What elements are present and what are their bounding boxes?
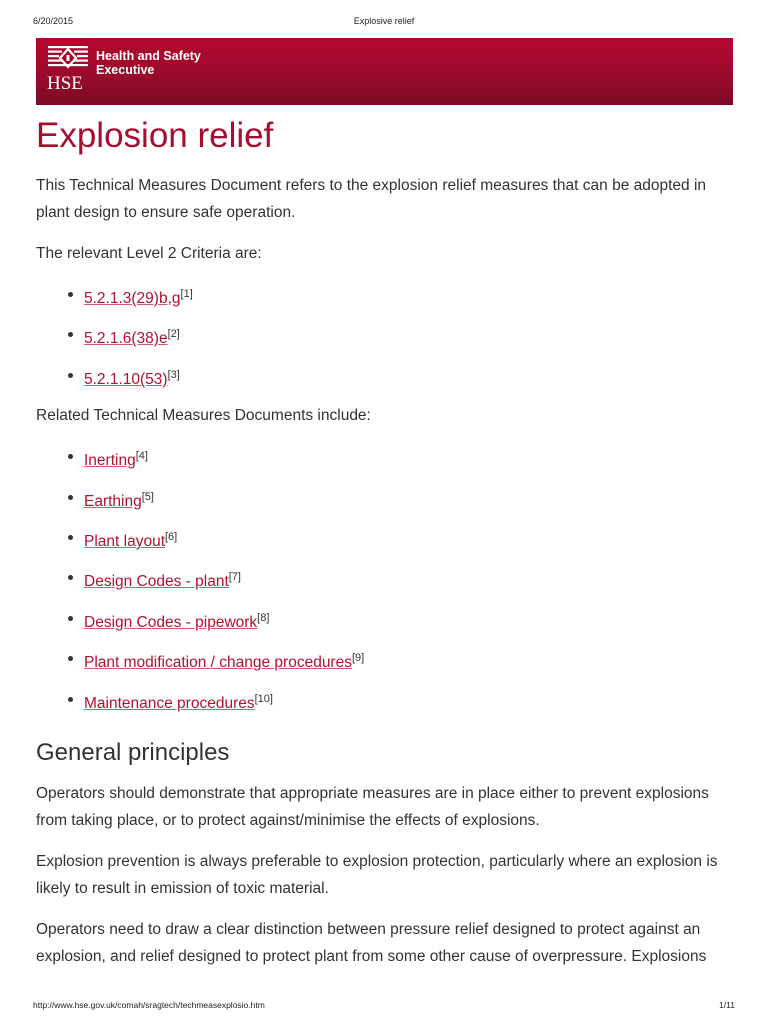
related-doc-link-plant-layout[interactable]: Plant layout — [84, 532, 165, 550]
related-doc-link-earthing[interactable]: Earthing — [84, 492, 142, 510]
footnote-ref: [8] — [257, 611, 270, 624]
bullet-icon — [68, 575, 73, 580]
bullet-icon — [68, 332, 73, 337]
list-item — [36, 524, 736, 564]
print-page-title: Explosive relief — [353, 16, 415, 26]
print-date: 6/20/2015 — [33, 16, 74, 26]
main-content — [36, 110, 736, 970]
bullet-icon — [68, 495, 73, 500]
list-item — [36, 645, 736, 685]
criteria-link[interactable]: 5.2.1.3(29)b,g — [84, 290, 181, 307]
bullet-icon — [68, 616, 73, 621]
body-paragraph: Operators should demonstrate that appropriate measures are in place either to prevent explosions from taking place, or to protect against/minimise the effects of explosions. — [36, 784, 709, 829]
list-item — [36, 564, 736, 604]
criteria-list — [36, 281, 736, 402]
related-doc-link-plant-modification[interactable]: Plant modification / change procedures — [84, 654, 352, 672]
footnote-ref: [10] — [254, 692, 273, 705]
footnote-ref: [1] — [180, 288, 193, 300]
list-item — [36, 605, 736, 645]
bullet-icon — [68, 454, 73, 459]
criteria-intro: The relevant Level 2 Criteria are: — [36, 245, 262, 262]
footnote-ref: [5] — [141, 490, 154, 503]
org-name — [96, 49, 201, 77]
org-name-line1: Health and Safety — [96, 49, 201, 63]
footnote-ref: [2] — [167, 328, 180, 341]
list-item — [36, 281, 736, 321]
print-footer — [33, 1000, 735, 1014]
print-header — [33, 16, 735, 30]
related-doc-link-design-codes-pipework[interactable]: Design Codes - pipework — [84, 613, 258, 631]
footnote-ref: [9] — [351, 652, 365, 665]
footnote-ref: [4] — [135, 450, 148, 463]
body-paragraph: Explosion prevention is always preferable to explosion protection, particularly where an explosion is likely to result in emission of toxic material. — [36, 852, 718, 897]
print-url: http://www.hse.gov.uk/comah/sragtech/techmeasexplosio.htm — [33, 1000, 265, 1010]
bullet-icon — [68, 697, 73, 702]
org-name-line2: Executive — [96, 63, 155, 77]
related-documents-list — [36, 443, 736, 726]
criteria-link[interactable]: 5.2.1.10(53) — [84, 370, 168, 388]
list-item — [36, 686, 736, 726]
logo-text: HSE — [47, 73, 83, 94]
footnote-ref: [3] — [167, 368, 180, 381]
list-item — [36, 321, 736, 361]
bullet-icon — [68, 535, 73, 540]
related-doc-link-inerting[interactable]: Inerting — [84, 452, 136, 470]
intro-paragraph: This Technical Measures Document refers to the explosion relief measures that can be adopted in plant design to ensure safe operation. — [36, 177, 707, 221]
related-intro: Related Technical Measures Documents include: — [36, 407, 371, 425]
list-item — [36, 484, 736, 524]
print-page-number: 1/11 — [719, 1000, 735, 1010]
criteria-link[interactable]: 5.2.1.6(38)e — [84, 330, 168, 348]
bullet-icon — [68, 656, 73, 661]
body-paragraph: Operators need to draw a clear distinction between pressure relief designed to protect against an explosion, and relief designed to protect plant from some other cause of overpressure. Explosions — [36, 920, 707, 965]
list-item — [36, 362, 736, 402]
footnote-ref: [7] — [228, 571, 241, 584]
list-item — [36, 443, 736, 483]
footnote-ref: [6] — [165, 530, 178, 543]
section-heading-general-principles: General principles — [36, 738, 230, 766]
related-doc-link-maintenance[interactable]: Maintenance procedures — [84, 694, 255, 712]
hse-logo-icon[interactable] — [46, 44, 90, 94]
page-title: Explosion relief — [36, 116, 274, 155]
bullet-icon — [68, 373, 73, 378]
related-doc-link-design-codes-plant[interactable]: Design Codes - plant — [84, 573, 229, 591]
bullet-icon — [68, 292, 73, 297]
hse-banner — [36, 38, 733, 105]
